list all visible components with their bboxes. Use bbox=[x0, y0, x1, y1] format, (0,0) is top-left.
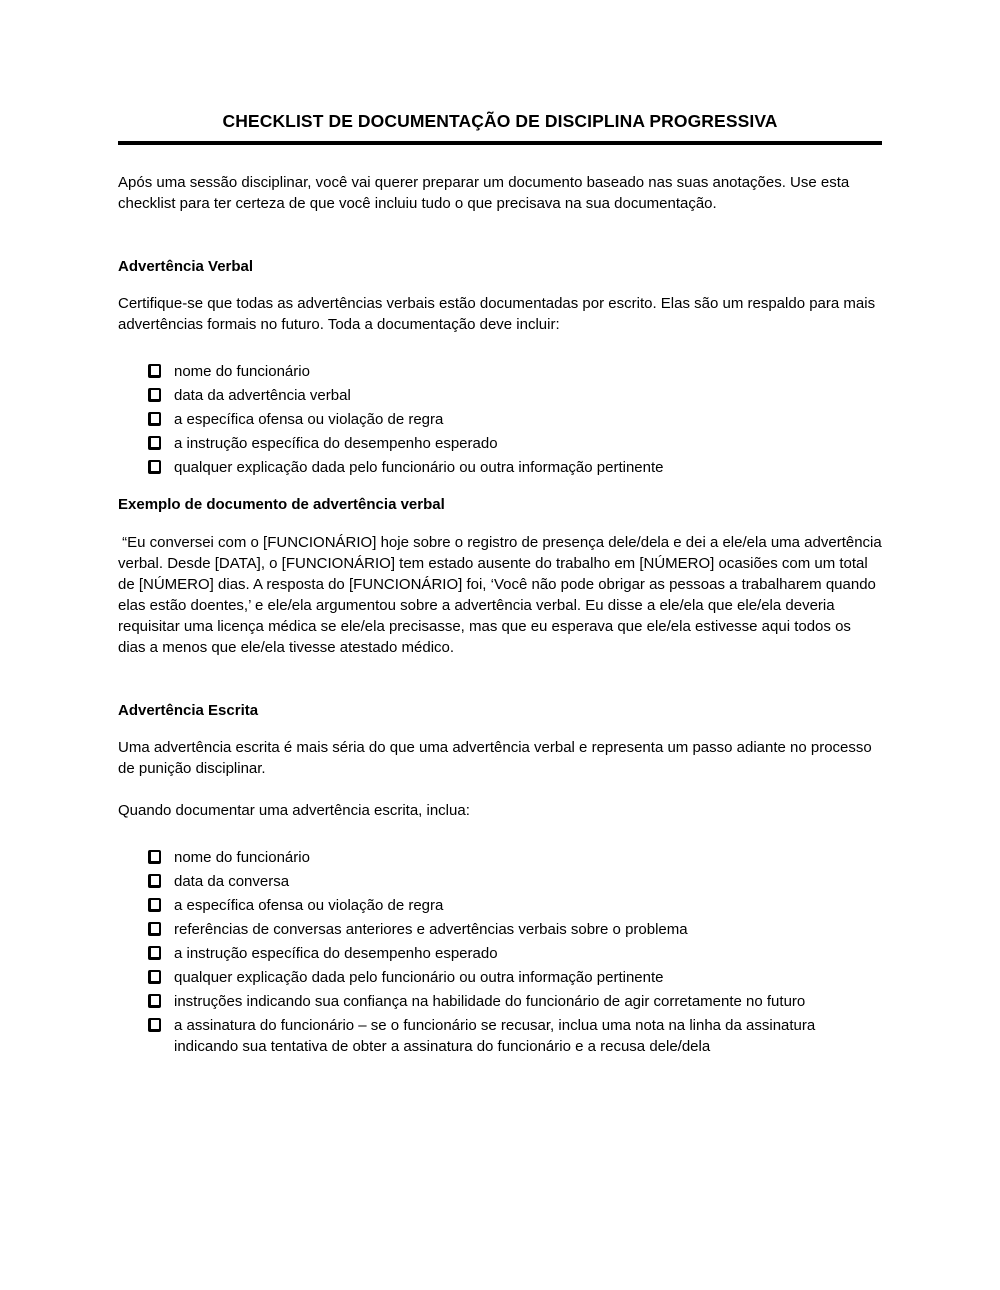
written-warning-instruction: Quando documentar uma advertência escrita, inclua: bbox=[118, 802, 470, 819]
verbal-example-heading: Exemplo de documento de advertência verbal bbox=[118, 496, 445, 513]
checkbox-icon bbox=[148, 1018, 161, 1032]
checklist-item bbox=[148, 991, 882, 1012]
checklist-item bbox=[148, 409, 882, 430]
written-warning-checklist bbox=[118, 847, 882, 1057]
checkbox-icon bbox=[148, 436, 161, 450]
checkbox-icon bbox=[148, 412, 161, 426]
verbal-warning-checklist bbox=[118, 361, 882, 478]
checklist-item bbox=[148, 967, 882, 988]
verbal-warning-heading: Advertência Verbal bbox=[118, 258, 254, 275]
written-warning-paragraph: Uma advertência escrita é mais séria do que uma advertência verbal e representa um passo adiante no processo de punição disciplinar. bbox=[118, 739, 872, 777]
checklist-item-label: a assinatura do funcionário – se o funcionário se recusar, inclua uma nota na linha da assinatura indicando sua tentativa de obter a assinatura do funcionário e a recusa dele/dela bbox=[174, 1017, 816, 1055]
checklist-item bbox=[148, 919, 882, 940]
checklist-item-label: a específica ofensa ou violação de regra bbox=[174, 411, 444, 428]
verbal-example-paragraph: “Eu conversei com o [FUNCIONÁRIO] hoje sobre o registro de presença dele/dela e dei a ele/ela uma advertência verbal. Desde [DATA], o [FUNCIONÁRIO] tem estado ausente do trabalho em [NÚMERO] ocasiões com um total de [NÚMERO] dias. A resposta do [FUNCIONÁRIO] foi, ‘Você não pode obrigar as pessoas a trabalharem quando elas estão doentes,’ e ele/ela argumentou sobre a advertência verbal. Eu disse a ele/ela que ele/ela deveria requisitar uma licença médica se ele/ela precisasse, mas que eu esperava que ele/ela estivesse aqui todos os dias a menos que ele/ela tivesse atestado médico. bbox=[118, 534, 886, 656]
checkbox-icon bbox=[148, 922, 161, 936]
checkbox-icon bbox=[148, 898, 161, 912]
checklist-item-label: data da conversa bbox=[174, 873, 290, 890]
checklist-item-label: qualquer explicação dada pelo funcionário ou outra informação pertinente bbox=[174, 459, 664, 476]
checklist-item-label: qualquer explicação dada pelo funcionário ou outra informação pertinente bbox=[174, 969, 664, 986]
verbal-warning-paragraph: Certifique-se que todas as advertências verbais estão documentadas por escrito. Elas são um respaldo para mais advertências formais no futuro. Toda a documentação deve incluir: bbox=[118, 295, 876, 333]
checklist-item bbox=[148, 1015, 882, 1057]
checklist-item-label: a instrução específica do desempenho esperado bbox=[174, 435, 498, 452]
checkbox-icon bbox=[148, 364, 161, 378]
checkbox-icon bbox=[148, 970, 161, 984]
checklist-item bbox=[148, 895, 882, 916]
document-title: CHECKLIST DE DOCUMENTAÇÃO DE DISCIPLINA PROGRESSIVA bbox=[222, 111, 778, 131]
checklist-item-label: a instrução específica do desempenho esperado bbox=[174, 945, 498, 962]
checkbox-icon bbox=[148, 874, 161, 888]
checklist-item-label: data da advertência verbal bbox=[174, 387, 351, 404]
intro-paragraph: Após uma sessão disciplinar, você vai querer preparar um documento baseado nas suas anotações. Use esta checklist para ter certeza de que você incluiu tudo o que precisava na sua documentação. bbox=[118, 174, 850, 212]
checklist-item bbox=[148, 457, 882, 478]
document-body bbox=[118, 0, 886, 1057]
written-warning-heading: Advertência Escrita bbox=[118, 702, 259, 719]
checklist-item-label: referências de conversas anteriores e advertências verbais sobre o problema bbox=[174, 921, 688, 938]
title-divider-rule bbox=[118, 141, 882, 145]
checkbox-icon bbox=[148, 850, 161, 864]
checklist-item-label: a específica ofensa ou violação de regra bbox=[174, 897, 444, 914]
checkbox-icon bbox=[148, 994, 161, 1008]
checklist-item bbox=[148, 943, 882, 964]
checkbox-icon bbox=[148, 946, 161, 960]
checklist-item-label: nome do funcionário bbox=[174, 363, 310, 380]
checklist-item bbox=[148, 433, 882, 454]
checkbox-icon bbox=[148, 388, 161, 402]
checklist-item-label: nome do funcionário bbox=[174, 849, 310, 866]
checkbox-icon bbox=[148, 460, 161, 474]
checklist-item bbox=[148, 871, 882, 892]
checklist-item bbox=[148, 847, 882, 868]
checklist-item bbox=[148, 385, 882, 406]
checklist-item-label: instruções indicando sua confiança na habilidade do funcionário de agir corretamente no futuro bbox=[174, 993, 806, 1010]
checklist-item bbox=[148, 361, 882, 382]
